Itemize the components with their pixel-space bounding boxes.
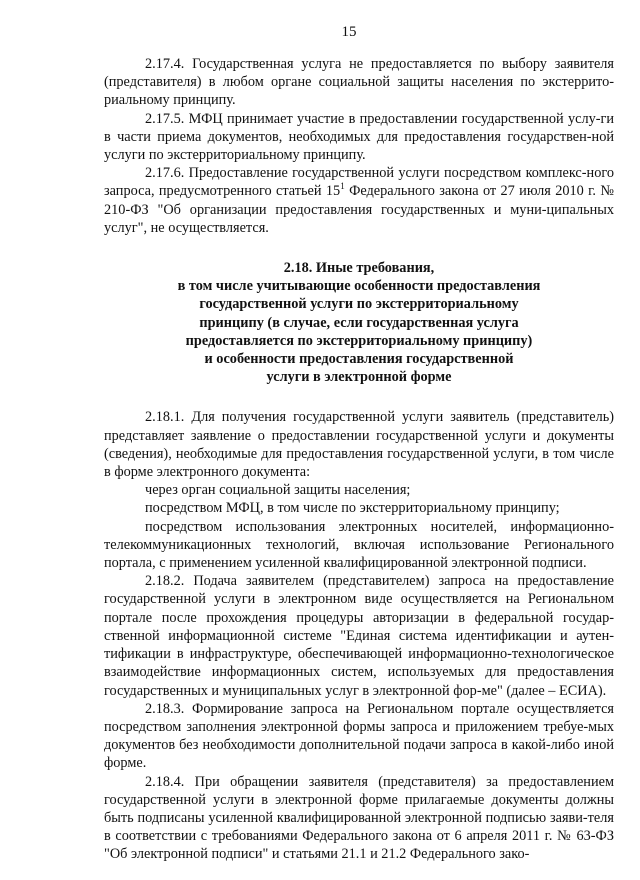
document-body <box>104 55 614 864</box>
paragraph-2-18-2: 2.18.2. Подача заявителем (представителем) запроса на предоставление государственной услуги в электронном виде осуществляется на Региональном портале после прохождения процедуры авторизации в федеральной государ-ственной информационной системе "Единая система идентификации и аутен-тификации в инфраструктуре, обеспечивающей информационно-технологическое взаимодействие информационных систем, используемых для предоставления государственных и муниципальных услуг в электронной фор-ме" (далее – ЕСИА). <box>104 573 614 699</box>
paragraph-2-17-6-start: 2.17.6. Предоставление государственной услуги посредством комплекс-ного запроса, предусмотренного статьей 15 <box>104 165 614 200</box>
paragraph-2-17-6 <box>104 164 614 237</box>
list-item-mfc: посредством МФЦ, в том числе по экстерриториальному принципу; <box>145 500 560 517</box>
heading-line: предоставляется по экстерриториальному принципу) <box>185 332 533 349</box>
paragraph-2-17-4: 2.17.4. Государственная услуга не предоставляется по выбору заявителя (представителя) в любом органе социальной защиты населения по экстеррито-риальному принципу. <box>104 56 614 109</box>
paragraph-2-17-6-end: Федерального закона от 27 июля 2010 г. № 210-ФЗ "Об организации предоставления государственных и муни-ципальных услуг", не осуществляется. <box>104 183 614 236</box>
paragraph-2-18-3: 2.18.3. Формирование запроса на Региональном портале осуществляется посредством заполнения электронной формы запроса и приложением требуе-мых документов без необходимости дополнительной подачи запроса в какой-либо иной форме. <box>104 700 614 772</box>
paragraph-2-18-1: 2.18.1. Для получения государственной услуги заявитель (представитель) представляет заявление о предоставлении государственной услуги и документы (сведения), необходимые для предоставления государственной услуги, в том числе в форме электронного документа: <box>104 409 614 481</box>
paragraph-2-17-5: 2.17.5. МФЦ принимает участие в предоставлении государственной услу-ги в части приема документов, необходимых для предоставления государствен-ной услуги по экстерриториальному принципу. <box>104 110 614 164</box>
paragraph-2-18-4: 2.18.4. При обращении заявителя (представителя) за предоставлением государственной услуги в электронной форме прилагаемые документы должны быть подписаны усиленной квалифицированной электронной подписью заяви-теля в соответствии с требованиями Федерального закона от 6 апреля 2011 г. № 63-ФЗ "Об электронной подписи" и статьями 21.1 и 21.2 Федерального зако- <box>104 773 614 863</box>
heading-line: 2.18. Иные требования, <box>283 260 435 277</box>
page-number: 15 <box>341 24 357 40</box>
heading-line: принципу (в случае, если государственная услуга <box>199 314 519 331</box>
heading-line: в том числе учитывающие особенности предоставления <box>177 278 541 295</box>
superscript-footnote: 1 <box>340 181 345 192</box>
list-item-electronic: посредством использования электронных носителей, информационно-телекоммуникационных технологий, включая использование Регионального портала, с применением усиленной квалифицированной электронной подписи. <box>104 518 614 572</box>
heading-line: государственной услуги по экстерриториальному <box>199 296 519 313</box>
heading-line: услуги в электронной форме <box>266 369 452 386</box>
section-heading-2-18 <box>104 259 614 386</box>
list-item-social-protection: через орган социальной защиты населения; <box>145 482 411 499</box>
heading-line: и особенности предоставления государственной <box>204 351 514 368</box>
